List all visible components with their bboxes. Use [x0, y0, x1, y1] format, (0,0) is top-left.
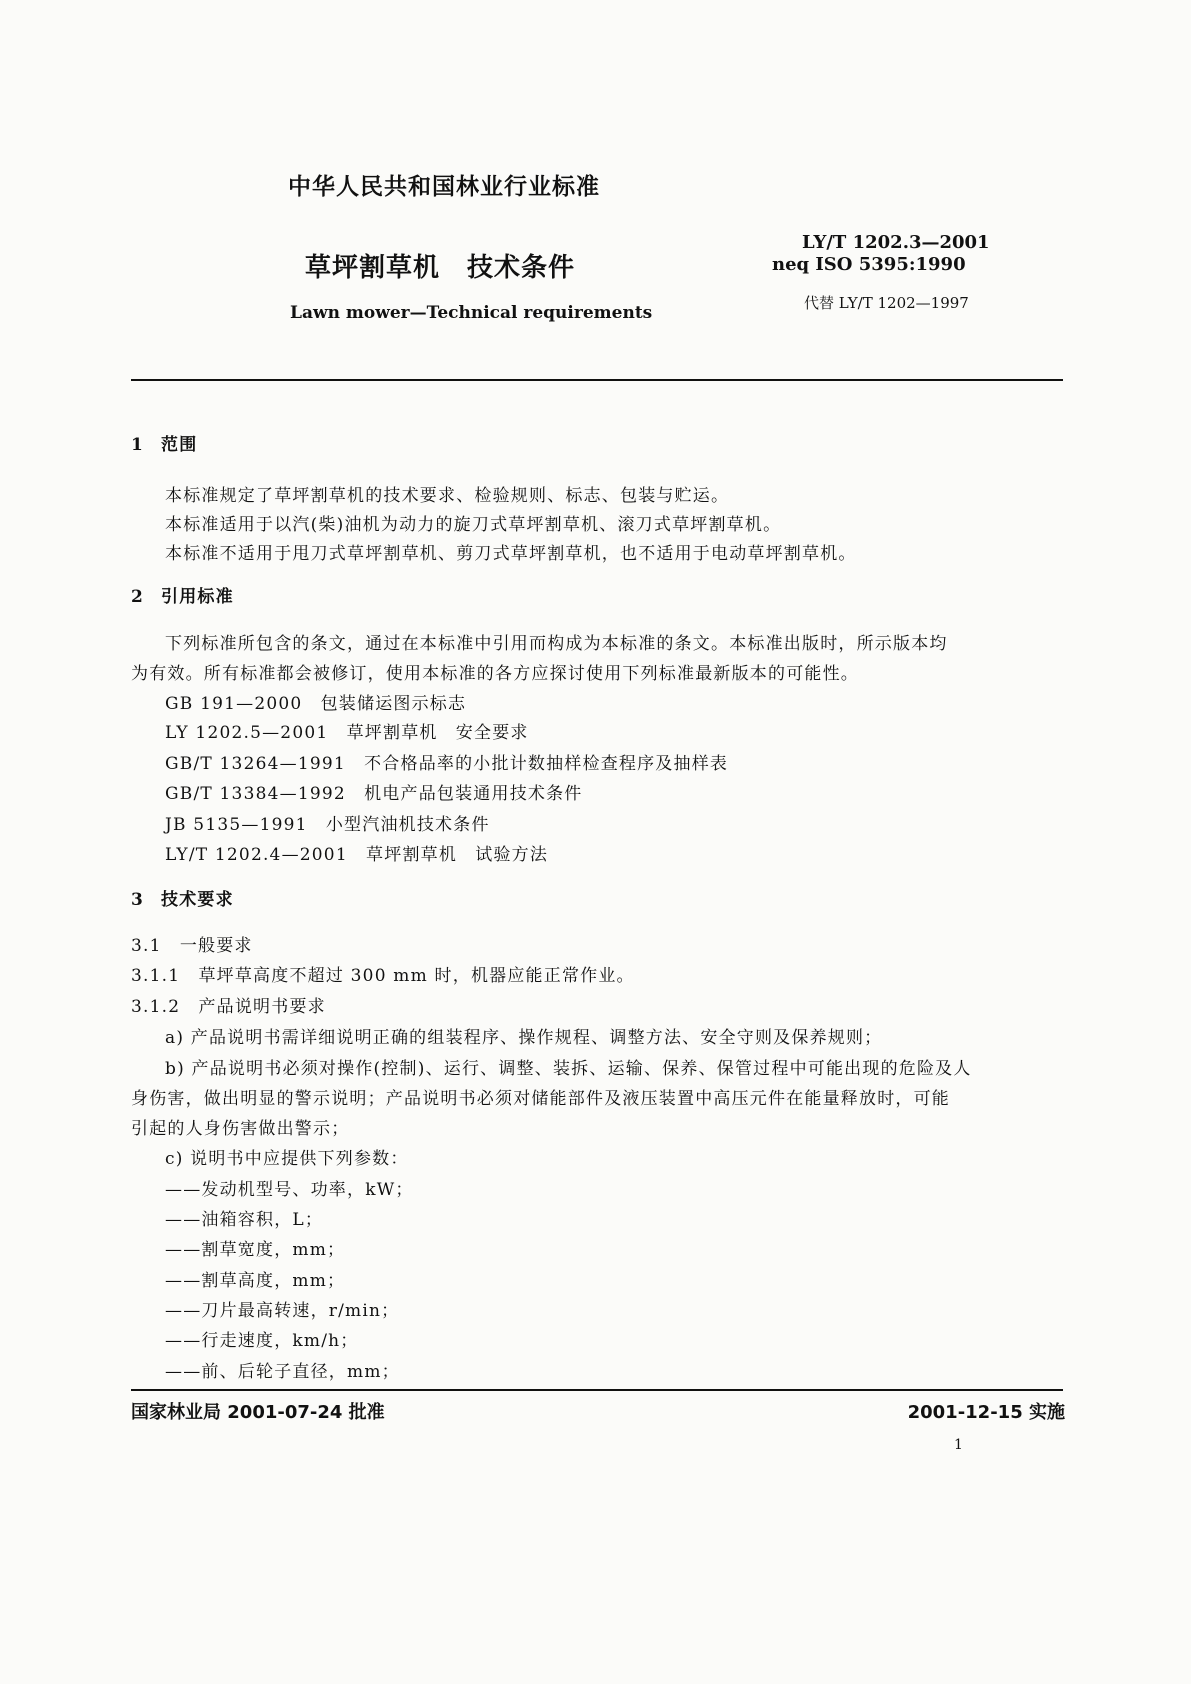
s1-para-1: 本标准规定了草坪割草机的技术要求、检验规则、标志、包装与贮运。 [165, 486, 730, 506]
page-number: 1 [954, 1437, 963, 1453]
s1-para-2: 本标准适用于以汽(柴)油机为动力的旋刀式草坪割草机、滚刀式草坪割草机。 [165, 515, 782, 535]
param-item: ——发动机型号、功率，kW； [165, 1180, 414, 1200]
ref-item: GB 191—2000 包装储运图示标志 [165, 694, 467, 714]
section-3-heading: 3 技术要求 [131, 890, 234, 910]
param-item: ——刀片最高转速，r/min； [165, 1301, 400, 1321]
doc-title: 草坪割草机 技术条件 [305, 253, 576, 283]
param-item: ——油箱容积，L； [165, 1210, 324, 1230]
header-rule [131, 379, 1063, 381]
section-1-heading: 1 范围 [131, 435, 198, 455]
equiv-standard: neq ISO 5395:1990 [772, 254, 966, 275]
doc-title-en: Lawn mower—Technical requirements [290, 303, 653, 323]
implementation-date: 2001-12-15 实施 [907, 1402, 1065, 1423]
s2-intro-line-1: 下列标准所包含的条文，通过在本标准中引用而构成为本标准的条文。本标准出版时，所示版本均 [165, 634, 948, 654]
param-item: ——割草高度，mm； [165, 1271, 346, 1291]
param-item: ——行走速度，km/h； [165, 1331, 359, 1351]
item-c: c) 说明书中应提供下列参数： [165, 1149, 409, 1169]
org-title: 中华人民共和国林业行业标准 [288, 174, 600, 200]
item-b-line-3: 引起的人身伤害做出警示； [131, 1119, 350, 1139]
item-a: a) 产品说明书需详细说明正确的组装程序、操作规程、调整方法、安全守则及保养规则； [165, 1028, 883, 1048]
clause-3-1: 3.1 一般要求 [131, 936, 253, 956]
param-item: ——割草宽度，mm； [165, 1240, 346, 1260]
clause-3-1-1: 3.1.1 草坪草高度不超过 300 mm 时，机器应能正常作业。 [131, 966, 635, 986]
ref-item: GB/T 13264—1991 不合格品率的小批计数抽样检查程序及抽样表 [165, 754, 729, 774]
clause-3-1-2: 3.1.2 产品说明书要求 [131, 997, 326, 1017]
std-number: LY/T 1202.3—2001 [802, 232, 990, 253]
ref-item: GB/T 13384—1992 机电产品包装通用技术条件 [165, 784, 583, 804]
footer-rule [131, 1389, 1063, 1391]
ref-item: LY 1202.5—2001 草坪割草机 安全要求 [165, 723, 529, 743]
ref-item: JB 5135—1991 小型汽油机技术条件 [165, 815, 490, 835]
item-b-line-2: 身伤害，做出明显的警示说明；产品说明书必须对储能部件及液压装置中高压元件在能量释放时，可能 [131, 1089, 950, 1109]
s1-para-3: 本标准不适用于甩刀式草坪割草机、剪刀式草坪割草机，也不适用于电动草坪割草机。 [165, 544, 857, 564]
replaces-standard: 代替 LY/T 1202—1997 [804, 294, 969, 312]
approval-date: 国家林业局 2001-07-24 批准 [131, 1402, 385, 1423]
param-item: ——前、后轮子直径，mm； [165, 1362, 400, 1382]
s2-intro-line-2: 为有效。所有标准都会被修订，使用本标准的各方应探讨使用下列标准最新版本的可能性。 [131, 664, 859, 684]
ref-item: LY/T 1202.4—2001 草坪割草机 试验方法 [165, 845, 549, 865]
section-2-heading: 2 引用标准 [131, 587, 234, 607]
item-b-line-1: b) 产品说明书必须对操作(控制)、运行、调整、装拆、运输、保养、保管过程中可能出现的危险及人 [165, 1059, 972, 1079]
